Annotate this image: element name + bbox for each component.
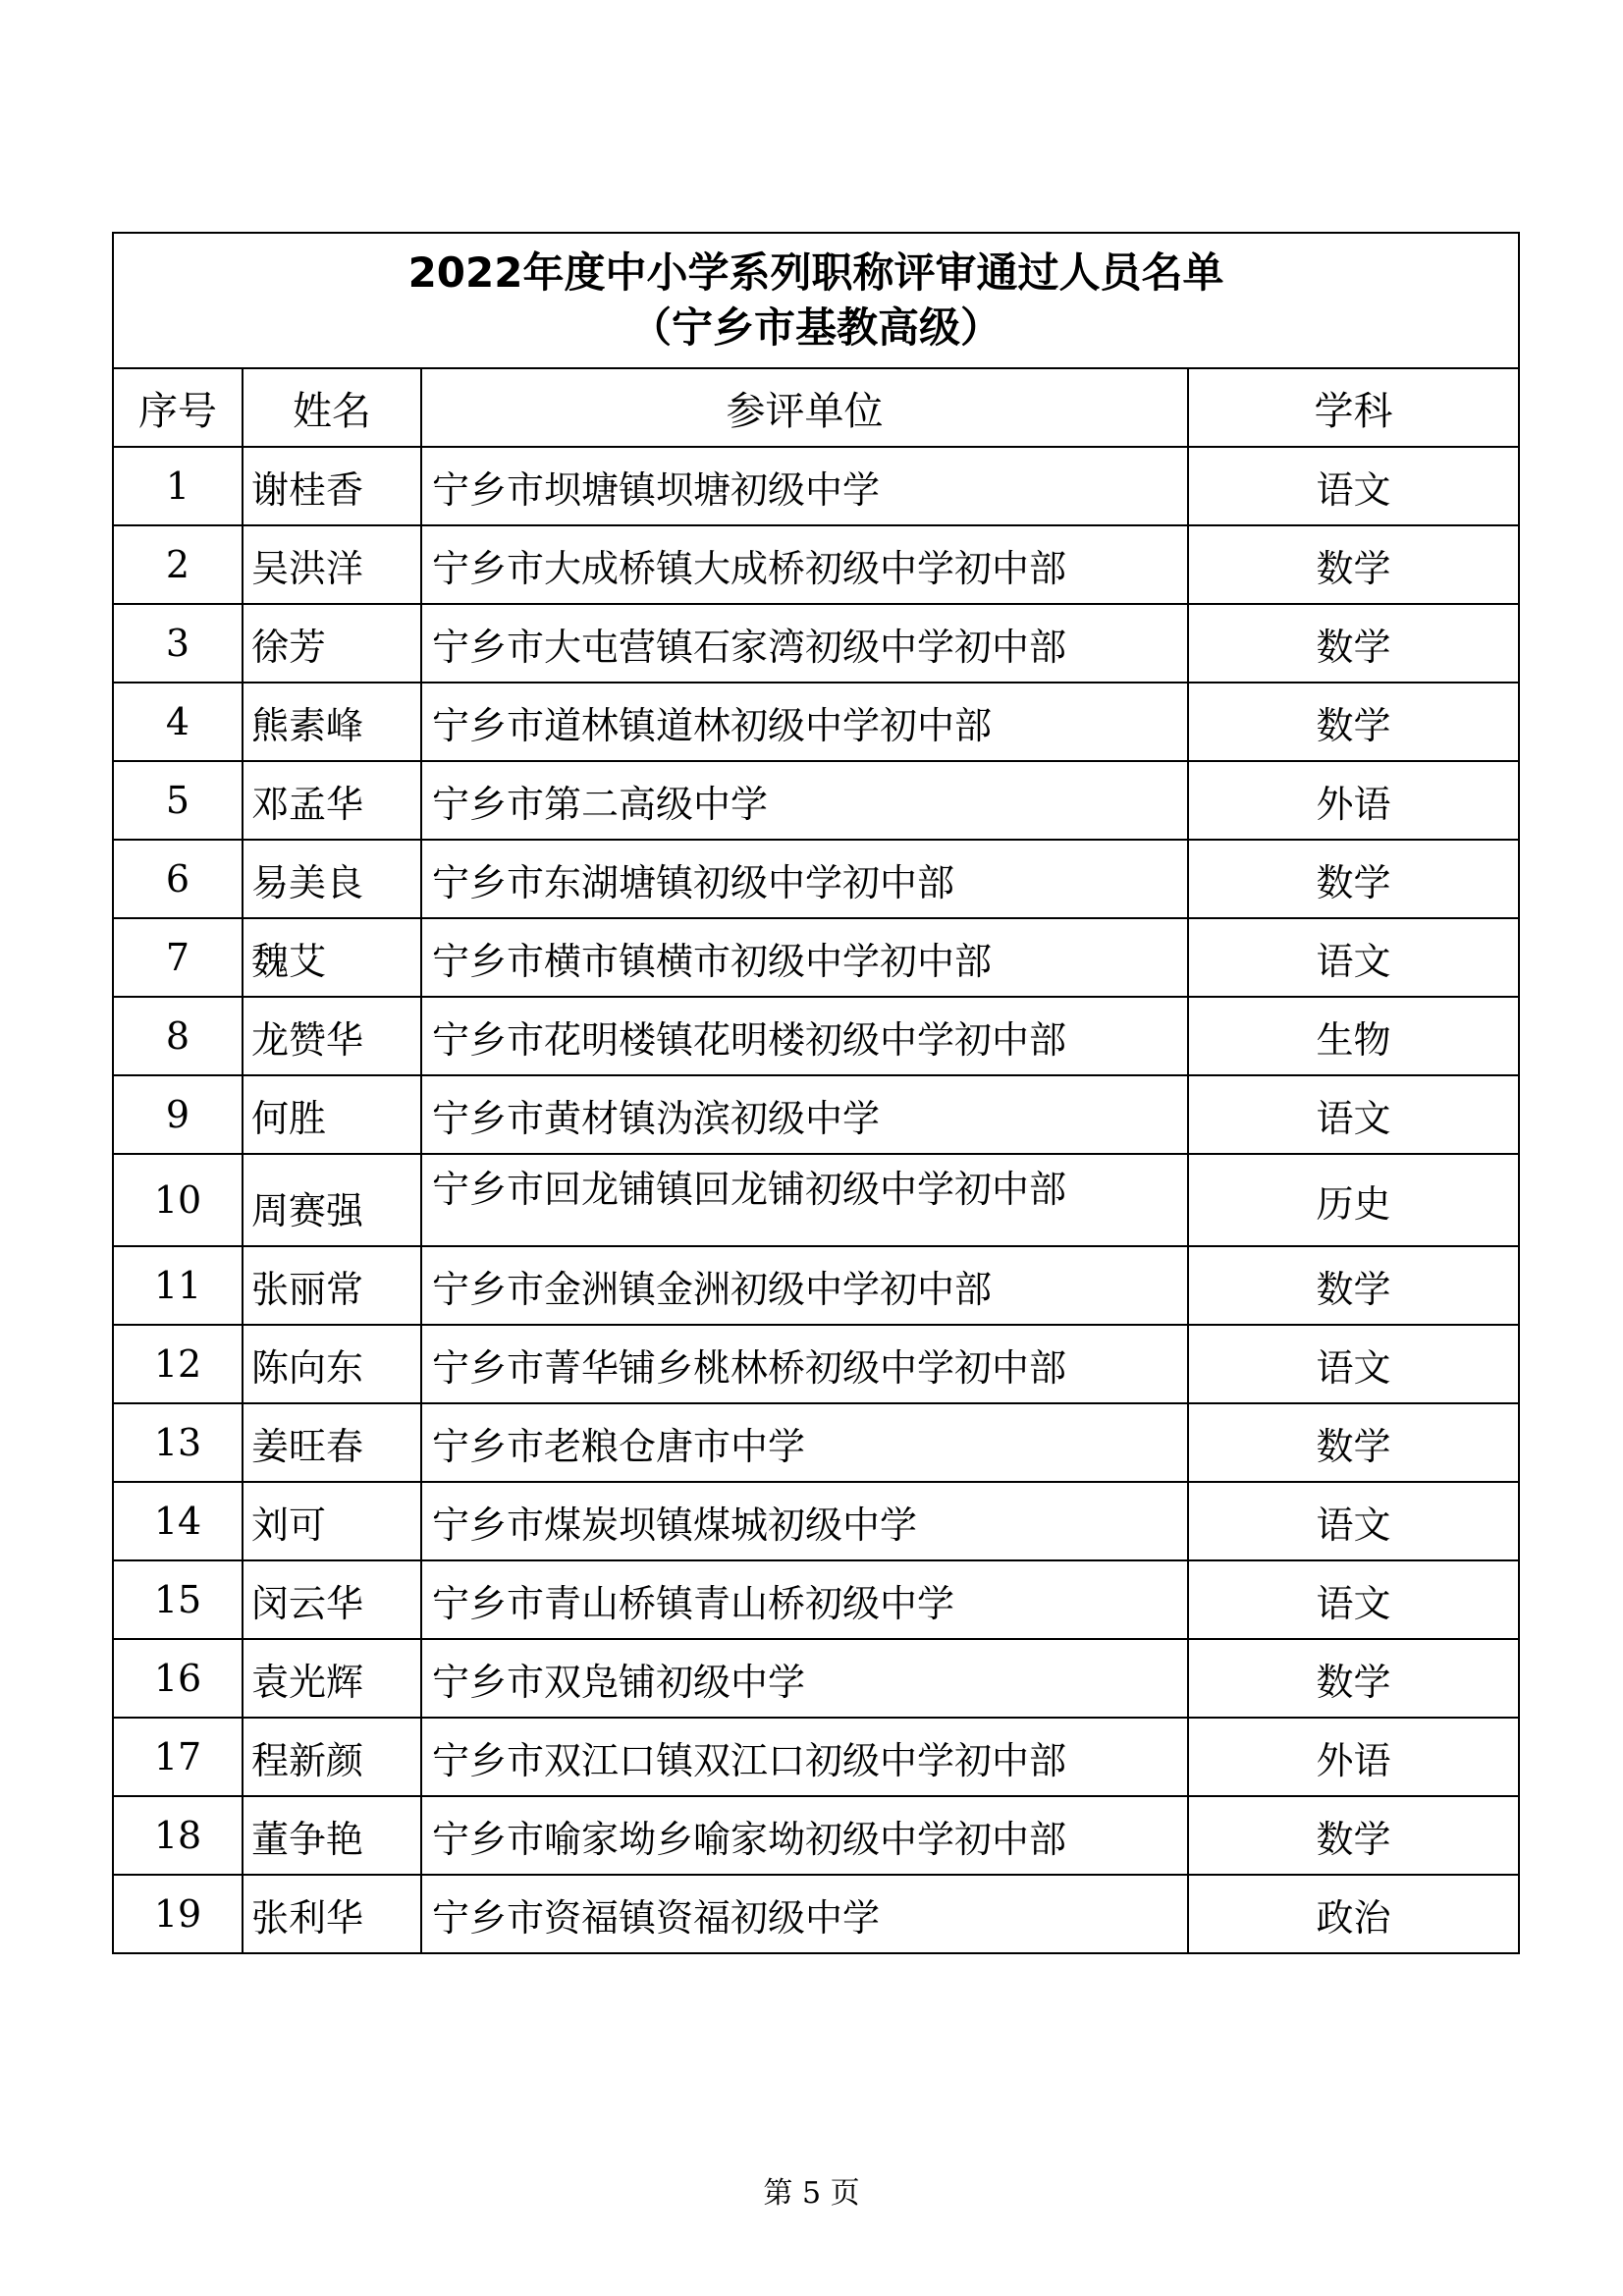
table-row	[113, 683, 1519, 761]
header-no: 序号	[113, 368, 243, 447]
table-row	[113, 1325, 1519, 1403]
row-number: 16	[113, 1639, 243, 1718]
row-number: 19	[113, 1875, 243, 1953]
row-unit: 宁乡市东湖塘镇初级中学初中部	[421, 840, 1188, 918]
row-subject: 外语	[1188, 1718, 1519, 1796]
table-row	[113, 1796, 1519, 1875]
row-subject: 数学	[1188, 1639, 1519, 1718]
row-number: 2	[113, 525, 243, 604]
roster-table	[112, 232, 1520, 1954]
row-number: 15	[113, 1560, 243, 1639]
row-subject: 语文	[1188, 1075, 1519, 1154]
row-unit: 宁乡市老粮仓唐市中学	[421, 1403, 1188, 1482]
row-unit: 宁乡市坝塘镇坝塘初级中学	[421, 447, 1188, 525]
row-number: 12	[113, 1325, 243, 1403]
document-subtitle: （宁乡市基教高级）	[630, 303, 1002, 352]
row-subject: 数学	[1188, 525, 1519, 604]
row-name: 闵云华	[243, 1560, 421, 1639]
row-subject: 数学	[1188, 1246, 1519, 1325]
row-number: 11	[113, 1246, 243, 1325]
row-number: 13	[113, 1403, 243, 1482]
row-unit: 宁乡市第二高级中学	[421, 761, 1188, 840]
row-subject: 历史	[1188, 1154, 1519, 1246]
row-unit: 宁乡市横市镇横市初级中学初中部	[421, 918, 1188, 997]
row-unit: 宁乡市煤炭坝镇煤城初级中学	[421, 1482, 1188, 1560]
table-row	[113, 1560, 1519, 1639]
row-name: 袁光辉	[243, 1639, 421, 1718]
table-row	[113, 997, 1519, 1075]
table-row	[113, 1639, 1519, 1718]
row-subject: 语文	[1188, 918, 1519, 997]
table-row	[113, 1482, 1519, 1560]
row-unit: 宁乡市回龙铺镇回龙铺初级中学初中部	[421, 1154, 1188, 1246]
row-name: 周赛强	[243, 1154, 421, 1246]
table-row	[113, 525, 1519, 604]
row-name: 吴洪洋	[243, 525, 421, 604]
header-name: 姓名	[243, 368, 421, 447]
row-number: 4	[113, 683, 243, 761]
row-unit: 宁乡市双凫铺初级中学	[421, 1639, 1188, 1718]
row-subject: 生物	[1188, 997, 1519, 1075]
row-name: 谢桂香	[243, 447, 421, 525]
table-row	[113, 1403, 1519, 1482]
table-row	[113, 1875, 1519, 1953]
row-name: 刘可	[243, 1482, 421, 1560]
document-title: 2022年度中小学系列职称评审通过人员名单	[407, 248, 1224, 297]
row-name: 何胜	[243, 1075, 421, 1154]
row-subject: 政治	[1188, 1875, 1519, 1953]
row-subject: 数学	[1188, 683, 1519, 761]
row-unit: 宁乡市双江口镇双江口初级中学初中部	[421, 1718, 1188, 1796]
row-number: 18	[113, 1796, 243, 1875]
row-subject: 数学	[1188, 1796, 1519, 1875]
row-subject: 语文	[1188, 1482, 1519, 1560]
row-name: 龙赞华	[243, 997, 421, 1075]
row-number: 3	[113, 604, 243, 683]
row-subject: 语文	[1188, 447, 1519, 525]
table-header-row	[113, 368, 1519, 447]
table-row	[113, 447, 1519, 525]
row-name: 董争艳	[243, 1796, 421, 1875]
row-unit: 宁乡市菁华铺乡桃林桥初级中学初中部	[421, 1325, 1188, 1403]
row-name: 陈向东	[243, 1325, 421, 1403]
row-name: 邓孟华	[243, 761, 421, 840]
table-row	[113, 1154, 1519, 1246]
row-number: 8	[113, 997, 243, 1075]
row-unit: 宁乡市喻家坳乡喻家坳初级中学初中部	[421, 1796, 1188, 1875]
row-name: 姜旺春	[243, 1403, 421, 1482]
header-subject: 学科	[1188, 368, 1519, 447]
row-number: 14	[113, 1482, 243, 1560]
row-number: 10	[113, 1154, 243, 1246]
row-unit: 宁乡市道林镇道林初级中学初中部	[421, 683, 1188, 761]
table-title-cell	[113, 233, 1519, 368]
row-name: 程新颜	[243, 1718, 421, 1796]
row-name: 易美良	[243, 840, 421, 918]
header-unit: 参评单位	[421, 368, 1188, 447]
row-unit: 宁乡市资福镇资福初级中学	[421, 1875, 1188, 1953]
table-row	[113, 840, 1519, 918]
roster-table-wrapper	[112, 232, 1518, 1954]
page-number: 第 5 页	[763, 2176, 860, 2211]
row-name: 张利华	[243, 1875, 421, 1953]
row-unit: 宁乡市大屯营镇石家湾初级中学初中部	[421, 604, 1188, 683]
row-subject: 数学	[1188, 1403, 1519, 1482]
row-number: 6	[113, 840, 243, 918]
row-number: 5	[113, 761, 243, 840]
row-subject: 语文	[1188, 1325, 1519, 1403]
row-unit: 宁乡市青山桥镇青山桥初级中学	[421, 1560, 1188, 1639]
row-subject: 外语	[1188, 761, 1519, 840]
row-name: 魏艾	[243, 918, 421, 997]
row-number: 9	[113, 1075, 243, 1154]
row-number: 1	[113, 447, 243, 525]
row-unit: 宁乡市金洲镇金洲初级中学初中部	[421, 1246, 1188, 1325]
row-number: 7	[113, 918, 243, 997]
table-row	[113, 604, 1519, 683]
row-subject: 数学	[1188, 604, 1519, 683]
table-row	[113, 1075, 1519, 1154]
row-name: 张丽常	[243, 1246, 421, 1325]
table-row	[113, 918, 1519, 997]
row-unit: 宁乡市花明楼镇花明楼初级中学初中部	[421, 997, 1188, 1075]
row-number: 17	[113, 1718, 243, 1796]
row-subject: 语文	[1188, 1560, 1519, 1639]
row-name: 徐芳	[243, 604, 421, 683]
row-unit: 宁乡市黄材镇沩滨初级中学	[421, 1075, 1188, 1154]
row-subject: 数学	[1188, 840, 1519, 918]
table-row	[113, 761, 1519, 840]
row-name: 熊素峰	[243, 683, 421, 761]
table-row	[113, 1246, 1519, 1325]
table-row	[113, 1718, 1519, 1796]
row-unit: 宁乡市大成桥镇大成桥初级中学初中部	[421, 525, 1188, 604]
